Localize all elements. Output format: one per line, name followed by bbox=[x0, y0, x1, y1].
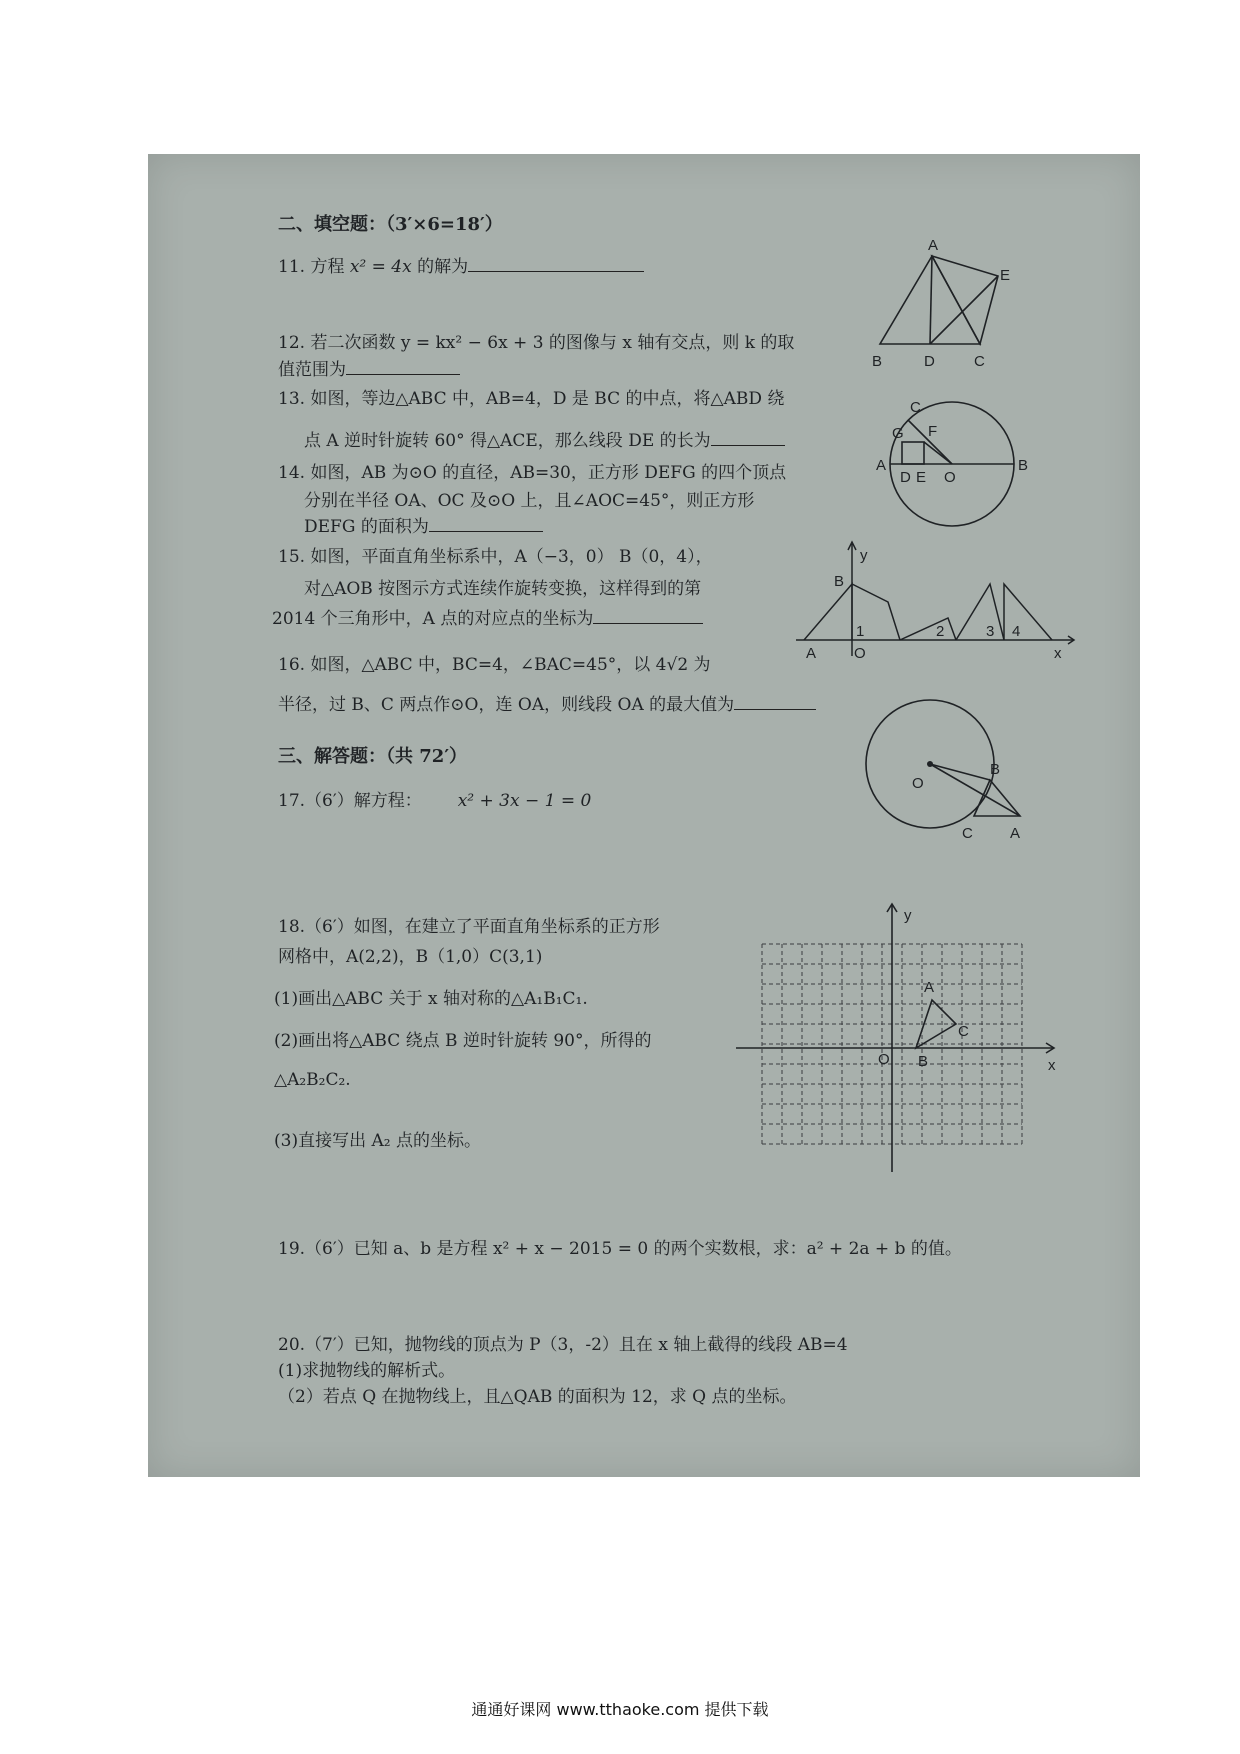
fig16-label-C: C bbox=[962, 825, 973, 842]
fig15-label-A: A bbox=[806, 645, 817, 662]
figure-q14-circle-square bbox=[870, 398, 1030, 530]
question-14-line2: 分别在半径 OA、OC 及⊙O 上，且∠AOC=45°，则正方形 bbox=[304, 491, 755, 511]
fig15-label-B: B bbox=[834, 573, 845, 590]
fig14-label-D: D bbox=[900, 469, 911, 486]
q17-equation: x² + 3x − 1 = 0 bbox=[457, 791, 592, 811]
question-14-line3 bbox=[304, 512, 543, 537]
fig15-label-O: O bbox=[854, 645, 866, 662]
question-15-line3 bbox=[272, 604, 703, 629]
fig15-label-y: y bbox=[860, 547, 868, 564]
fig15-label-2: 2 bbox=[936, 623, 945, 640]
question-17 bbox=[278, 786, 591, 811]
q11-answer-blank[interactable] bbox=[468, 255, 644, 272]
fig13-label-A: A bbox=[928, 237, 939, 254]
q11-expression: x² = 4x bbox=[349, 257, 412, 277]
fig18-label-C: C bbox=[958, 1023, 969, 1040]
fig15-label-4: 4 bbox=[1012, 623, 1021, 640]
fig13-label-B: B bbox=[872, 353, 883, 370]
q14-line3-text: DEFG 的面积为 bbox=[304, 517, 429, 537]
question-12-line2 bbox=[278, 355, 460, 380]
footer-source: 通通好课网 www.tthaoke.com 提供下载 bbox=[471, 1700, 769, 1719]
question-19: 19.（6′）已知 a、b 是方程 x² + x − 2015 = 0 的两个实数根，求：a² + 2a + b 的值。 bbox=[278, 1239, 962, 1259]
fig13-label-D: D bbox=[924, 353, 935, 370]
q12-answer-blank[interactable] bbox=[346, 358, 460, 375]
figure-q13-triangle bbox=[870, 236, 1020, 376]
question-16-line1: 16. 如图，△ABC 中，BC=4，∠BAC=45°，以 4√2 为 bbox=[278, 655, 711, 675]
question-20-line3: （2）若点 Q 在抛物线上，且△QAB 的面积为 12，求 Q 点的坐标。 bbox=[278, 1387, 797, 1407]
fig15-label-3: 3 bbox=[986, 623, 995, 640]
fig14-label-G: G bbox=[892, 425, 904, 442]
question-14-line1: 14. 如图，AB 为⊙O 的直径，AB=30，正方形 DEFG 的四个顶点 bbox=[278, 463, 787, 483]
question-15-line1: 15. 如图，平面直角坐标系中，A（−3，0） B（0，4）， bbox=[278, 547, 713, 567]
q11-prefix: 11. 方程 bbox=[278, 257, 350, 277]
q17-label: 17.（6′）解方程： bbox=[278, 791, 422, 811]
section-answer-title: 三、解答题：（共 72′） bbox=[278, 746, 468, 767]
figure-q15-rotations bbox=[790, 534, 1080, 664]
q15-line3-text: 2014 个三角形中，A 点的对应点的坐标为 bbox=[272, 609, 594, 629]
q16-answer-blank[interactable] bbox=[734, 693, 816, 710]
q15-answer-blank[interactable] bbox=[593, 607, 703, 624]
fig13-label-C: C bbox=[974, 353, 985, 370]
fig18-label-x: x bbox=[1048, 1057, 1056, 1074]
fig15-label-1: 1 bbox=[856, 623, 865, 640]
question-16-line2 bbox=[278, 690, 816, 715]
section-fill-title: 二、填空题：（3′×6=18′） bbox=[278, 214, 503, 235]
figure-q16-circle-triangle bbox=[850, 696, 1030, 846]
fig14-label-B: B bbox=[1018, 457, 1029, 474]
question-13-line1: 13. 如图，等边△ABC 中，AB=4，D 是 BC 的中点，将△ABD 绕 bbox=[278, 389, 785, 409]
fig14-label-E: E bbox=[916, 469, 927, 486]
fig18-label-O: O bbox=[878, 1051, 890, 1068]
q14-answer-blank[interactable] bbox=[429, 515, 543, 532]
q11-suffix: 的解为 bbox=[411, 257, 469, 277]
fig14-label-O: O bbox=[944, 469, 956, 486]
question-20-line1: 20.（7′）已知，抛物线的顶点为 P（3，-2）且在 x 轴上截得的线段 AB=4 bbox=[278, 1335, 848, 1355]
figure-q18-grid bbox=[736, 896, 1066, 1172]
fig18-label-B: B bbox=[918, 1053, 929, 1070]
q13-answer-blank[interactable] bbox=[711, 429, 785, 446]
fig16-label-A: A bbox=[1010, 825, 1021, 842]
fig14-label-C: C bbox=[910, 399, 921, 416]
fig15-label-x: x bbox=[1054, 645, 1062, 662]
fig14-label-F: F bbox=[928, 423, 938, 440]
question-18-line6: (3)直接写出 A₂ 点的坐标。 bbox=[274, 1131, 481, 1151]
fig18-label-y: y bbox=[904, 907, 912, 924]
question-20-line2: (1)求抛物线的解析式。 bbox=[278, 1361, 456, 1381]
q12-line2-text: 值范围为 bbox=[278, 360, 346, 380]
question-15-line2: 对△AOB 按图示方式连续作旋转变换，这样得到的第 bbox=[304, 579, 702, 599]
fig16-label-B: B bbox=[990, 761, 1001, 778]
fig14-label-A: A bbox=[876, 457, 887, 474]
fig18-label-A: A bbox=[924, 979, 935, 996]
q16-line2-text: 半径，过 B、C 两点作⊙O，连 OA，则线段 OA 的最大值为 bbox=[278, 695, 735, 715]
fig13-label-E: E bbox=[1000, 267, 1011, 284]
q13-line2-text: 点 A 逆时针旋转 60° 得△ACE，那么线段 DE 的长为 bbox=[304, 431, 711, 451]
question-18-line4: (2)画出将△ABC 绕点 B 逆时针旋转 90°，所得的 bbox=[274, 1031, 652, 1051]
question-12-line1: 12. 若二次函数 y = kx² − 6x + 3 的图像与 x 轴有交点，则 k 的取 bbox=[278, 333, 795, 353]
question-18-line5: △A₂B₂C₂. bbox=[274, 1070, 351, 1090]
question-18-line2: 网格中，A(2,2)，B（1,0）C(3,1) bbox=[278, 947, 543, 967]
question-13-line2 bbox=[304, 426, 785, 451]
question-11 bbox=[278, 252, 644, 277]
question-18-line3: (1)画出△ABC 关于 x 轴对称的△A₁B₁C₁. bbox=[274, 989, 588, 1009]
question-18-line1: 18.（6′）如图，在建立了平面直角坐标系的正方形 bbox=[278, 917, 660, 937]
fig16-label-O: O bbox=[912, 775, 924, 792]
fig16-center-dot bbox=[927, 761, 933, 767]
